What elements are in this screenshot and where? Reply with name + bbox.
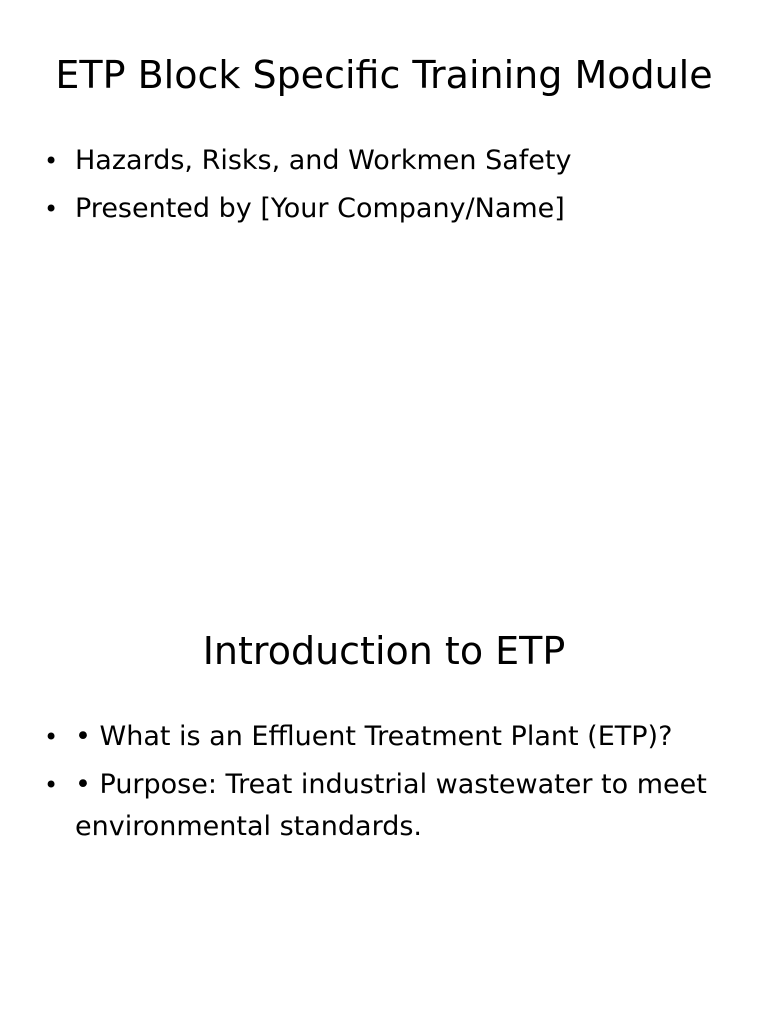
- bullet-text: Presented by [Your Company/Name]: [75, 193, 565, 224]
- bullet-list: [44, 140, 724, 236]
- slide-2: [0, 576, 768, 1024]
- bullet-text: • What is an Effluent Treatment Plant (ETP)?: [75, 721, 673, 752]
- bullet-point-icon: •: [44, 723, 59, 751]
- bullet-point-icon: •: [44, 195, 59, 223]
- bullet-text: • Purpose: Treat industrial wastewater to meet environmental standards.: [75, 769, 707, 842]
- bullet-item: [44, 764, 724, 848]
- bullet-item: [44, 140, 724, 182]
- bullet-point-icon: •: [44, 771, 59, 799]
- slide-title: ETP Block Specific Training Module: [55, 53, 713, 97]
- slide-title: Introduction to ETP: [202, 629, 566, 673]
- bullet-item: [44, 716, 724, 758]
- bullet-item: [44, 188, 724, 230]
- bullet-text: Hazards, Risks, and Workmen Safety: [75, 145, 572, 176]
- bullet-list: [44, 716, 724, 854]
- bullet-point-icon: •: [44, 147, 59, 175]
